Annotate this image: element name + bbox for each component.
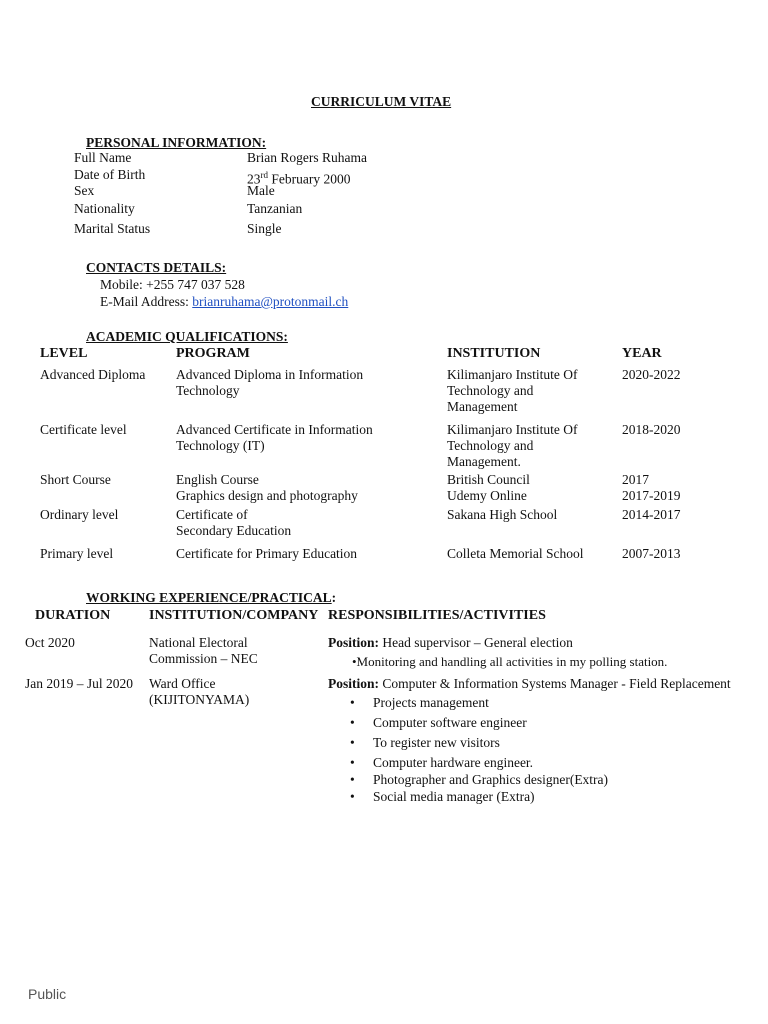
academic-row-level: Ordinary level (40, 507, 119, 522)
nationality-value: Tanzanian (247, 201, 303, 216)
experience-row-institution-2: (KIJITONYAMA) (149, 692, 250, 707)
academic-row-program: Certificate for Primary Education (176, 546, 358, 561)
academic-heading: ACADEMIC QUALIFICATIONS: (86, 329, 288, 344)
nationality-label: Nationality (74, 201, 135, 216)
experience-row-institution-2: Commission – NEC (149, 651, 258, 666)
academic-row-year: 2018-2020 (622, 422, 681, 437)
academic-row-program: Certificate of (176, 507, 248, 522)
academic-row-year: 2020-2022 (622, 367, 681, 382)
document-title: CURRICULUM VITAE (311, 94, 452, 109)
academic-row-year-2: 2017-2019 (622, 488, 681, 503)
academic-row-institution: Colleta Memorial School (447, 546, 584, 561)
academic-row-institution: British Council (447, 472, 530, 487)
email-link[interactable]: brianruhama@protonmail.ch (192, 294, 349, 309)
academic-row-institution: Kilimanjaro Institute Of Technology and Management. (447, 422, 578, 469)
academic-col-level: LEVEL (40, 346, 88, 361)
personal-info-heading: PERSONAL INFORMATION: (86, 135, 267, 150)
mobile-line: Mobile: +255 747 037 528 (100, 277, 245, 292)
academic-row-year: 2007-2013 (622, 546, 681, 561)
marital-status-value: Single (247, 221, 282, 236)
activities-list (350, 695, 608, 805)
experience-row-activity: •Monitoring and handling all activities in my polling station. (352, 654, 668, 669)
full-name-value: Brian Rogers Ruhama (247, 150, 367, 165)
academic-row-program: Advanced Certificate in Information Technology (IT) (176, 422, 373, 453)
contacts-heading: CONTACTS DETAILS: (86, 260, 227, 275)
activity-item: • Computer hardware engineer. (350, 755, 608, 771)
experience-row-duration: Oct 2020 (25, 635, 75, 650)
academic-row-level: Primary level (40, 546, 114, 561)
experience-row-duration: Jan 2019 – Jul 2020 (25, 676, 133, 691)
experience-col-duration: DURATION (35, 608, 111, 623)
email-label: E-Mail Address: (100, 294, 193, 309)
activity-item: • Photographer and Graphics designer(Extra) (350, 772, 608, 788)
academic-row-institution: Sakana High School (447, 507, 558, 522)
academic-row-level: Short Course (40, 472, 111, 487)
academic-col-program: PROGRAM (176, 346, 250, 361)
academic-col-institution: INSTITUTION (447, 346, 541, 361)
experience-row-position (328, 635, 573, 651)
academic-row-institution: Kilimanjaro Institute Of Technology and Management (447, 367, 578, 414)
experience-row-institution: Ward Office (149, 676, 216, 691)
full-name-label: Full Name (74, 150, 132, 165)
experience-col-responsibilities: RESPONSIBILITIES/ACTIVITIES (328, 608, 546, 623)
experience-row-position (328, 676, 731, 692)
marital-status-label: Marital Status (74, 221, 151, 236)
email-line (100, 294, 348, 310)
experience-col-institution: INSTITUTION/COMPANY (149, 608, 319, 623)
experience-heading-text: WORKING EXPERIENCE/PRACTICAL (86, 590, 332, 605)
academic-row-level: Certificate level (40, 422, 127, 437)
academic-row-program-2: Graphics design and photography (176, 488, 358, 503)
dob-suffix: rd (260, 170, 268, 180)
experience-heading-colon: : (331, 590, 337, 605)
sex-value: Male (247, 183, 275, 198)
academic-row-institution-2: Udemy Online (447, 488, 527, 503)
classification-label: Public (28, 986, 67, 1002)
academic-row-year: 2014-2017 (622, 507, 681, 522)
position-label: Position: (328, 676, 380, 691)
academic-row-year: 2017 (622, 472, 649, 487)
position-title: Head supervisor – General election (379, 635, 573, 650)
sex-label: Sex (74, 183, 95, 198)
academic-row-program-2: Secondary Education (176, 523, 292, 538)
academic-row-program: Advanced Diploma in Information Technology (176, 367, 364, 398)
activity-item: • Projects management (350, 695, 608, 711)
academic-row-level: Advanced Diploma (40, 367, 146, 382)
activity-item: • Social media manager (Extra) (350, 789, 608, 805)
dob-rest: February 2000 (268, 171, 351, 187)
activity-item: • Computer software engineer (350, 715, 608, 731)
activity-item: • To register new visitors (350, 735, 608, 751)
position-label: Position: (328, 635, 380, 650)
dob-label: Date of Birth (74, 167, 146, 182)
experience-heading (86, 590, 336, 606)
dob-day: 23 (247, 171, 261, 187)
academic-row-program: English Course (176, 472, 259, 487)
academic-col-year: YEAR (622, 346, 662, 361)
experience-row-institution: National Electoral (149, 635, 248, 650)
position-title: Computer & Information Systems Manager - Field Replacement (379, 676, 731, 691)
